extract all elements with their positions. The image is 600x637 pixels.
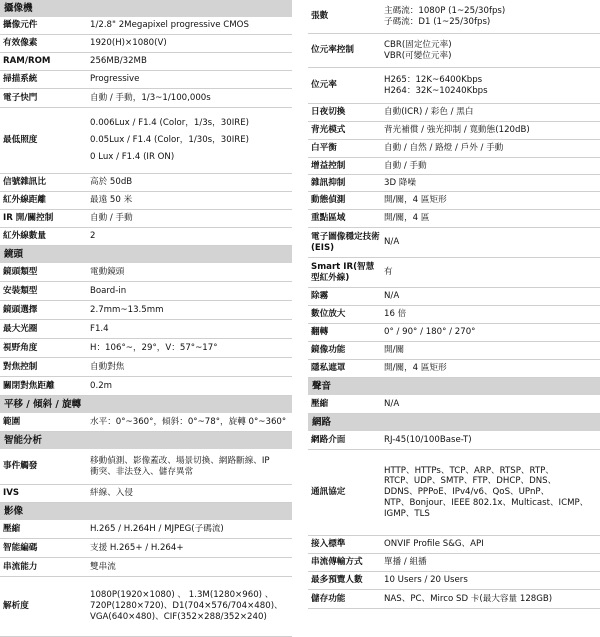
spec-value [380,192,600,209]
spec-table-right [308,0,600,609]
spec-value-line: 2 [90,231,96,242]
spec-row [308,395,600,414]
spec-label: 動態偵測 [311,195,346,206]
section-header: 攝像機 [0,0,292,17]
spec-label: 最大光圈 [3,323,38,334]
spec-value-line: 自動 / 自然 / 路燈 / 戶外 / 手動 [384,143,504,154]
spec-label: 增益控制 [311,160,346,171]
spec-value-line: N/A [384,398,400,409]
spec-value [86,53,292,70]
spec-label: 事件觸發 [3,461,38,472]
spec-value [86,320,292,338]
spec-row [308,258,600,288]
spec-row [0,192,292,210]
spec-value [86,520,292,538]
spec-label: 解析度 [3,601,29,612]
spec-row [0,377,292,396]
spec-row [0,558,292,577]
spec-row [308,210,600,228]
spec-row [308,288,600,306]
spec-label: 對焦控制 [3,361,38,372]
spec-label: IR 開/關控制 [3,213,54,224]
spec-value-line: 自動 / 手動，1/3~1/100,000s [90,92,211,103]
spec-value-line: CBR(固定位元率) [384,39,452,50]
spec-value [86,413,292,431]
spec-value-line: RTCP、UDP、SMTP、FTP、DHCP、DNS、 [384,476,557,487]
spec-row [0,301,292,320]
spec-value-line: 1/2.8" 2Megapixel progressive CMOS [90,20,249,31]
spec-label: 範圍 [3,416,21,427]
spec-value-line: Progressive [90,74,140,85]
spec-value-line: 16 倍 [384,309,407,320]
spec-value [380,324,600,341]
spec-row [308,536,600,554]
section-header: 智能分析 [0,432,292,449]
spec-label: 張數 [311,11,329,22]
spec-value-line: 電動鏡頭 [90,266,125,277]
spec-value-line: 衝突、非法登入、儲存異常 [90,466,194,477]
spec-row [0,449,292,485]
spec-value-line: 10 Users / 20 Users [384,575,468,586]
spec-label: 安裝類型 [3,285,38,296]
section-header: 網路 [308,414,600,431]
spec-label: 雜訊抑制 [311,177,346,188]
spec-row [0,210,292,228]
spec-value-line: 1080P(1920×1080) 、 1.3M(1280×960) 、 [90,590,274,601]
spec-value [86,577,292,636]
spec-value-line: H：106°~，29°，V：57°~17° [90,342,218,353]
spec-row [308,0,600,34]
spec-value [86,485,292,502]
spec-label: 隱私遮罩 [311,363,346,374]
spec-value-line: DDNS、PPPoE、IPv4/v6、QoS、UPnP、 [384,487,550,498]
spec-value [380,288,600,305]
spec-value-line: NTP、Bonjour、IEEE 802.1x、Multicast、ICMP、 [384,497,589,508]
spec-label: 掃描系統 [3,74,38,85]
spec-row [0,228,292,246]
spec-value [86,174,292,191]
spec-row [0,17,292,35]
spec-row [308,431,600,450]
spec-label: 儲存功能 [311,593,346,604]
spec-value [380,431,600,449]
spec-value [380,536,600,553]
spec-value [86,449,292,484]
spec-label: RAM/ROM [3,56,51,67]
spec-value-line: 高於 50dB [90,177,133,188]
spec-row [308,34,600,68]
spec-value-line: 自動 / 手動 [384,160,427,171]
spec-value [380,175,600,191]
spec-value [380,572,600,589]
spec-label: 網路介面 [311,434,346,445]
spec-value [380,590,600,608]
spec-row [308,590,600,609]
spec-value-line: 單播 / 組播 [384,557,427,568]
spec-row [308,68,600,104]
spec-value [86,228,292,245]
spec-row [308,450,600,536]
spec-value-line: 雙串流 [90,561,116,572]
spec-value [380,34,600,67]
spec-label: 電子快門 [3,92,38,103]
spec-value-line: 0.006Lux / F1.4 (Color，1/3s，30IRE) [90,118,249,129]
spec-label: 鏡像功能 [311,345,346,356]
spec-row [308,306,600,324]
spec-value [86,263,292,281]
spec-value-line: 256MB/32MB [90,56,147,67]
spec-value-line: 720P(1280×720)、D1(704×576/704×480)、 [90,601,283,612]
spec-row [0,577,292,637]
spec-value [86,192,292,209]
spec-value-line: 自動對焦 [90,361,125,372]
spec-label: 背光模式 [311,125,346,136]
spec-row [308,554,600,572]
spec-label: 翻轉 [311,327,329,338]
spec-value-line: 2.7mm~13.5mm [90,304,164,315]
spec-value-line: 最遠 50 米 [90,195,133,206]
spec-value-line: VGA(640×480)、CIF(352×288/352×240) [90,611,267,622]
spec-value [380,228,600,257]
spec-value-line: 開/關 [384,345,405,356]
spec-value-line: Board-in [90,285,127,296]
spec-value-line: 0.2m [90,380,113,391]
spec-value-line: F1.4 [90,323,109,334]
spec-label: 信號雜訊比 [3,177,46,188]
spec-value-line: 1920(H)×1080(V) [90,38,167,49]
spec-row [0,539,292,558]
spec-value-line: 開/關，4 區 [384,213,430,224]
spec-value-line: 0 Lux / F1.4 (IR ON) [90,151,175,162]
spec-value-line: VBR(可變位元率) [384,50,452,61]
spec-value [380,140,600,157]
spec-row [0,174,292,192]
spec-label: 壓縮 [311,398,329,409]
spec-value-line: 自動(ICR) / 彩色 / 黑白 [384,107,474,118]
spec-label: 攝像元件 [3,20,38,31]
spec-value-line: N/A [384,237,400,248]
spec-row [308,572,600,590]
spec-table-left [0,0,292,637]
spec-value-line: 主碼流：1080P (1~25/30fps) [384,5,506,16]
spec-value [86,377,292,395]
spec-label: 鏡頭選擇 [3,304,38,315]
spec-value-line: 開/關，4 區矩形 [384,195,447,206]
spec-row [0,413,292,432]
spec-value-line: RJ-45(10/100Base-T) [384,434,472,445]
spec-row [0,71,292,89]
spec-value [380,306,600,323]
spec-value [86,210,292,227]
spec-value-line: 絆線、入侵 [90,488,133,499]
spec-label: 最多預覽人數 [311,575,363,586]
spec-label: 關閉對焦距離 [3,380,55,391]
spec-label: 重點區域 [311,213,346,224]
spec-label: 視野角度 [3,342,38,353]
spec-value [86,339,292,357]
spec-label: 除霧 [311,291,329,302]
spec-label: 串流傳輸方式 [311,557,363,568]
spec-value-line: 3D 降噪 [384,177,417,188]
spec-value [86,558,292,576]
spec-value [380,360,600,377]
spec-value [86,282,292,300]
spec-label: 日夜切換 [311,107,346,118]
spec-label: 紅外線距離 [3,195,46,206]
spec-value-line: 0° / 90° / 180° / 270° [384,327,476,338]
spec-row [308,324,600,342]
spec-row [0,263,292,282]
spec-row [0,520,292,539]
spec-row [308,360,600,378]
section-header: 鏡頭 [0,246,292,263]
spec-value-line: H264：32K~10240Kbps [384,85,488,96]
spec-value-line: 移動偵測、影像蓋改、場景切換、網路斷線、IP [90,455,270,466]
spec-value-line: HTTP、HTTPs、TCP、ARP、RTSP、RTP、 [384,465,554,476]
spec-value-line: 背光補償 / 強光抑制 / 寬動態(120dB) [384,125,530,136]
spec-value-line: 子碼流：D1 (1~25/30fps) [384,16,491,27]
spec-label: 紅外線數量 [3,231,46,242]
spec-value [380,210,600,227]
spec-value-line: 支援 H.265+ / H.264+ [90,542,184,553]
spec-value [380,395,600,413]
spec-row [0,485,292,503]
section-header: 聲音 [308,378,600,395]
spec-value [380,122,600,139]
spec-row [308,158,600,175]
spec-value [380,450,600,535]
spec-row [308,192,600,210]
spec-value [380,104,600,121]
spec-value-line: 0.05Lux / F1.4 (Color，1/30s，30IRE) [90,135,249,146]
spec-value [86,71,292,88]
spec-value-line: H265：12K~6400Kbps [384,74,483,85]
spec-row [308,342,600,360]
spec-value [380,158,600,174]
spec-label: 鏡頭類型 [3,266,38,277]
spec-value-line: H.265 / H.264H / MJPEG(子碼流) [90,523,224,534]
section-header: 平移 / 傾斜 / 旋轉 [0,396,292,413]
spec-value-line: 自動 / 手動 [90,213,133,224]
spec-value [86,89,292,107]
spec-label: 數位放大 [311,309,346,320]
spec-label: 白平衡 [311,143,337,154]
section-header: 影像 [0,503,292,520]
spec-row [308,122,600,140]
spec-value-line: 水平：0°~360°，傾斜：0°~78°，旋轉 0°~360° [90,416,287,427]
spec-label: 電子圖像穩定技術(EIS) [311,231,380,253]
spec-value-line: IGMP、TLS [384,508,430,519]
spec-value [380,554,600,571]
spec-value [86,539,292,557]
spec-value [86,301,292,319]
spec-label: 有效像素 [3,38,38,49]
spec-row [0,35,292,53]
spec-row [0,358,292,377]
spec-value [380,342,600,359]
spec-value [380,68,600,103]
spec-value [380,258,600,287]
spec-label: 最低照度 [3,135,38,146]
spec-label: 串流能力 [3,561,38,572]
spec-label: 通訊協定 [311,487,346,498]
spec-value-line: 有 [384,267,393,278]
spec-row [308,175,600,192]
spec-value-line: NAS、PC、Mirco SD 卡(最大容量 128GB) [384,593,553,604]
spec-value [86,108,292,173]
spec-value [86,358,292,376]
spec-row [0,320,292,339]
spec-label: 接入標準 [311,539,346,550]
spec-row [0,53,292,71]
spec-value [86,35,292,52]
spec-value [86,17,292,34]
spec-value-line: N/A [384,291,400,302]
spec-label: 位元率控制 [311,45,354,56]
spec-value-line: 開/關，4 區矩形 [384,363,447,374]
spec-row [0,89,292,108]
spec-label: Smart IR(智慧型紅外線) [311,261,375,283]
spec-row [0,108,292,174]
spec-value-line: ONVIF Profile S&G、API [384,539,484,550]
spec-label: 位元率 [311,80,337,91]
spec-row [0,339,292,358]
spec-label: 壓縮 [3,523,21,534]
spec-row [308,104,600,122]
spec-row [0,282,292,301]
spec-label: 智能編碼 [3,542,38,553]
spec-label: IVS [3,488,20,499]
spec-value [380,0,600,33]
spec-row [308,228,600,258]
spec-row [308,140,600,158]
